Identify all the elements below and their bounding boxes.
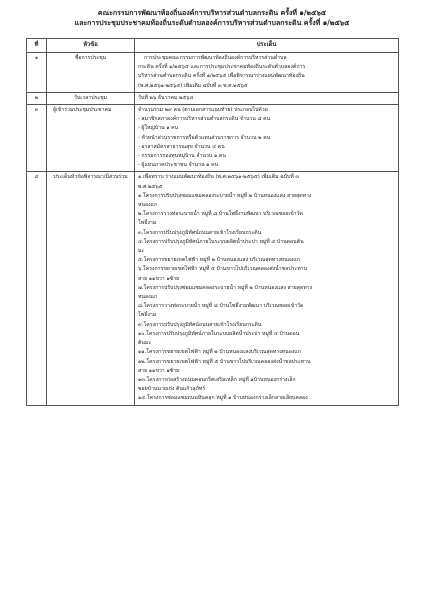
row-number: ๔: [27, 172, 47, 405]
detail-line: ๑.เพื่อทราบ ร่างแผนพัฒนาท้องถิ่น (พ.ศ.๒๕๖๑-๒๕๖๕) เพิ่มเติม ฉบับที่ ๓: [138, 174, 299, 181]
title-line-2: และการประชุมประชาคมท้องถิ่นระดับตำบลองค์การบริหารส่วนตำบลกระดิน ครั้งที่ ๑/๒๕๖๕: [74, 18, 350, 27]
title-line-1: คณะกรรมการพัฒนาท้องถิ่นองค์การบริหารส่วนตำบลกระดิน ครั้งที่ ๑/๒๕๖๕: [97, 8, 327, 17]
detail-line: ๑๑.โครงการขยายเขตไฟฟ้า หมู่ที่ ๒ บ้านหนองแสงบริเวณสุดทางหนองแก: [138, 349, 301, 356]
detail-line: จำนวนรวม ๒๙ คน (ตามเอกสารแนบท้าย) ประกอบไปด้วย: [138, 107, 268, 114]
detail-line: ๑.โครงการปรับปรุงซ่อมแซมคลองระบายน้ำ หมู่ที่ ๒ บ้านหนองแสง สายสุดทาง: [138, 192, 312, 199]
detail-line: - กรรมการกองทุนหมู่บ้าน จำนวน ๑ คน: [138, 153, 226, 160]
detail-line: โพธิ์งาม: [138, 312, 157, 319]
table-row: [27, 53, 399, 93]
detail-line: ๘.โครงการวางท่อระบายน้ำ หมู่ที่ ๘ บ้านโพธิ์งามพัฒนา บริเวณซอยเข้าวัด: [138, 303, 304, 310]
detail-line: ๖.โครงการขยายเขตไฟฟ้า หมู่ที่ ๕ บ้านขาวไปบริเวณคลองส่งน้ำชลประทาน: [138, 266, 308, 273]
detail-line: - ผู้แทนภาคประชาชน จำนวน ๑ คน: [138, 162, 219, 169]
row-topic: ชื่อการประชุม: [47, 53, 135, 93]
detail-line: - สมาชิกสภาองค์การบริหารส่วนตำบลกระดิน จำนวน ๘ คน: [138, 116, 271, 123]
detail-line: บริหารส่วนตำบลกระดิน ครั้งที่ ๑/๒๕๖๕ เพื่อพิจารณาร่างแผนพัฒนาท้องถิ่น: [138, 73, 305, 80]
detail-line: ๑๔.โครงการซ่อมแซมถนนหินคลุก หมู่ที่ ๑ บ้านหนองกร่างเล็กสายเลียบคลอง: [138, 395, 308, 402]
detail-line: ๗.โครงการปรับปรุงซ่อมแซมคลองระบายน้ำ หมู่ที่ ๒ บ้านหนองแสง สายสุดทาง: [138, 284, 313, 291]
row-detail: [135, 105, 399, 172]
table-row: [27, 92, 399, 104]
table-header-row: [27, 39, 399, 53]
detail-line: ซอยบ้านนายเก่ง ต้นแก้วสุภัทร์: [138, 386, 206, 393]
detail-line: ๑๓.โครงการก่อสร้างถนนคอนกรีตเสริมเหล็ก หมู่ที่ ๑บ้านหนองกร่างเล็ก: [138, 376, 296, 383]
detail-line: วันที่ ๒๖ ธันวาคม ๒๕๖๔: [138, 94, 194, 101]
table-row: [27, 105, 399, 172]
header-topic: หัวข้อ: [47, 39, 135, 53]
detail-line: (พ.ศ.๒๕๖๑-๒๕๖๕) เพิ่มเติม ฉบับที่ ๓ พ.ศ.๒๕๖๕: [138, 82, 248, 89]
detail-line: - หัวหน้าส่วนราชการหรือตัวแทนส่วนราชการ จำนวน ๒ คน: [138, 134, 271, 141]
header-detail: ประเด็น: [135, 39, 399, 53]
row-number: ๓: [27, 105, 47, 172]
detail-line: - ผู้ใหญ่บ้าน ๑ คน: [138, 125, 179, 132]
detail-line: สาย ๑๑ขวา ๑ซ้าย: [138, 367, 180, 374]
detail-line: ๑๐.โครงการปรับปรุงภูมิทัศน์ภายในระบบผลิตน้ำประปา หมู่ที่ ๔ บ้านดอน: [138, 330, 300, 337]
row-detail: [135, 92, 399, 104]
detail-line: ต้นมะ: [138, 340, 152, 347]
detail-line: ๓.โครงการปรับปรุงภูมิทัศน์ถนนสายเข้าโรงเรียนกระดิน: [138, 229, 262, 236]
detail-line: ๔.โครงการปรับปรุงภูมิทัศน์ภายในระบบผลิตน้ำประปา หมู่ที่ ๔ บ้านดอนต้น: [138, 238, 304, 245]
detail-line: พ.ศ.๒๕๖๕: [138, 183, 163, 190]
row-topic: วันเวลาประชุม: [47, 92, 135, 104]
agenda-table: [26, 38, 399, 406]
detail-line: ๒.โครงการวางท่อระบายน้ำ หมู่ที่ ๘ บ้านโพธิ์งามพัฒนา บริเวณซอยเข้าวัด: [138, 211, 303, 218]
row-detail: [135, 53, 399, 93]
header-number: ที่: [27, 39, 47, 53]
detail-line: - อาสาสมัครสาธารณสุข จำนวน ๔ คน: [138, 143, 225, 150]
row-topic: ประเด็นหัวข้อพิจารณา/มีส่วนร่วม: [47, 172, 135, 405]
detail-line: สาย ๑๑ขวา ๑ซ้าย: [138, 275, 180, 282]
detail-line: ๙.โครงการปรับปรุงภูมิทัศน์ถนนสายเข้าโรงเรียนกระดิน: [138, 321, 262, 328]
detail-line: หนองแก: [138, 294, 158, 301]
detail-line: กระดิน ครั้งที่ ๑/๒๕๖๕ และการประชุมประชาคมท้องถิ่นระดับตำบลองค์การ: [138, 64, 306, 71]
detail-line: ๑๒.โครงการขยายเขตไฟฟ้า หมู่ที่ ๕ บ้านขาวไปบริเวณคลองส่งน้ำชลประทาน: [138, 358, 311, 365]
detail-line: การประชุมคณะกรรมการพัฒนาท้องถิ่นองค์การบริหารส่วนตำบล: [144, 55, 287, 61]
row-number: ๑: [27, 53, 47, 93]
row-topic: ผู้เข้าร่วมประชุมประชาคม: [47, 105, 135, 172]
table-row: [27, 172, 399, 405]
detail-line: ๕.โครงการขยายเขตไฟฟ้า หมู่ที่ ๒ บ้านหนองแสง บริเวณสุดทางหนองแก: [138, 257, 300, 264]
detail-line: หนองแก: [138, 202, 158, 209]
detail-line: มะ: [138, 248, 145, 255]
detail-line: โพธิ์งาม: [138, 220, 157, 227]
row-detail: [135, 172, 399, 405]
row-number: ๒: [27, 92, 47, 104]
document-title: [26, 8, 398, 28]
